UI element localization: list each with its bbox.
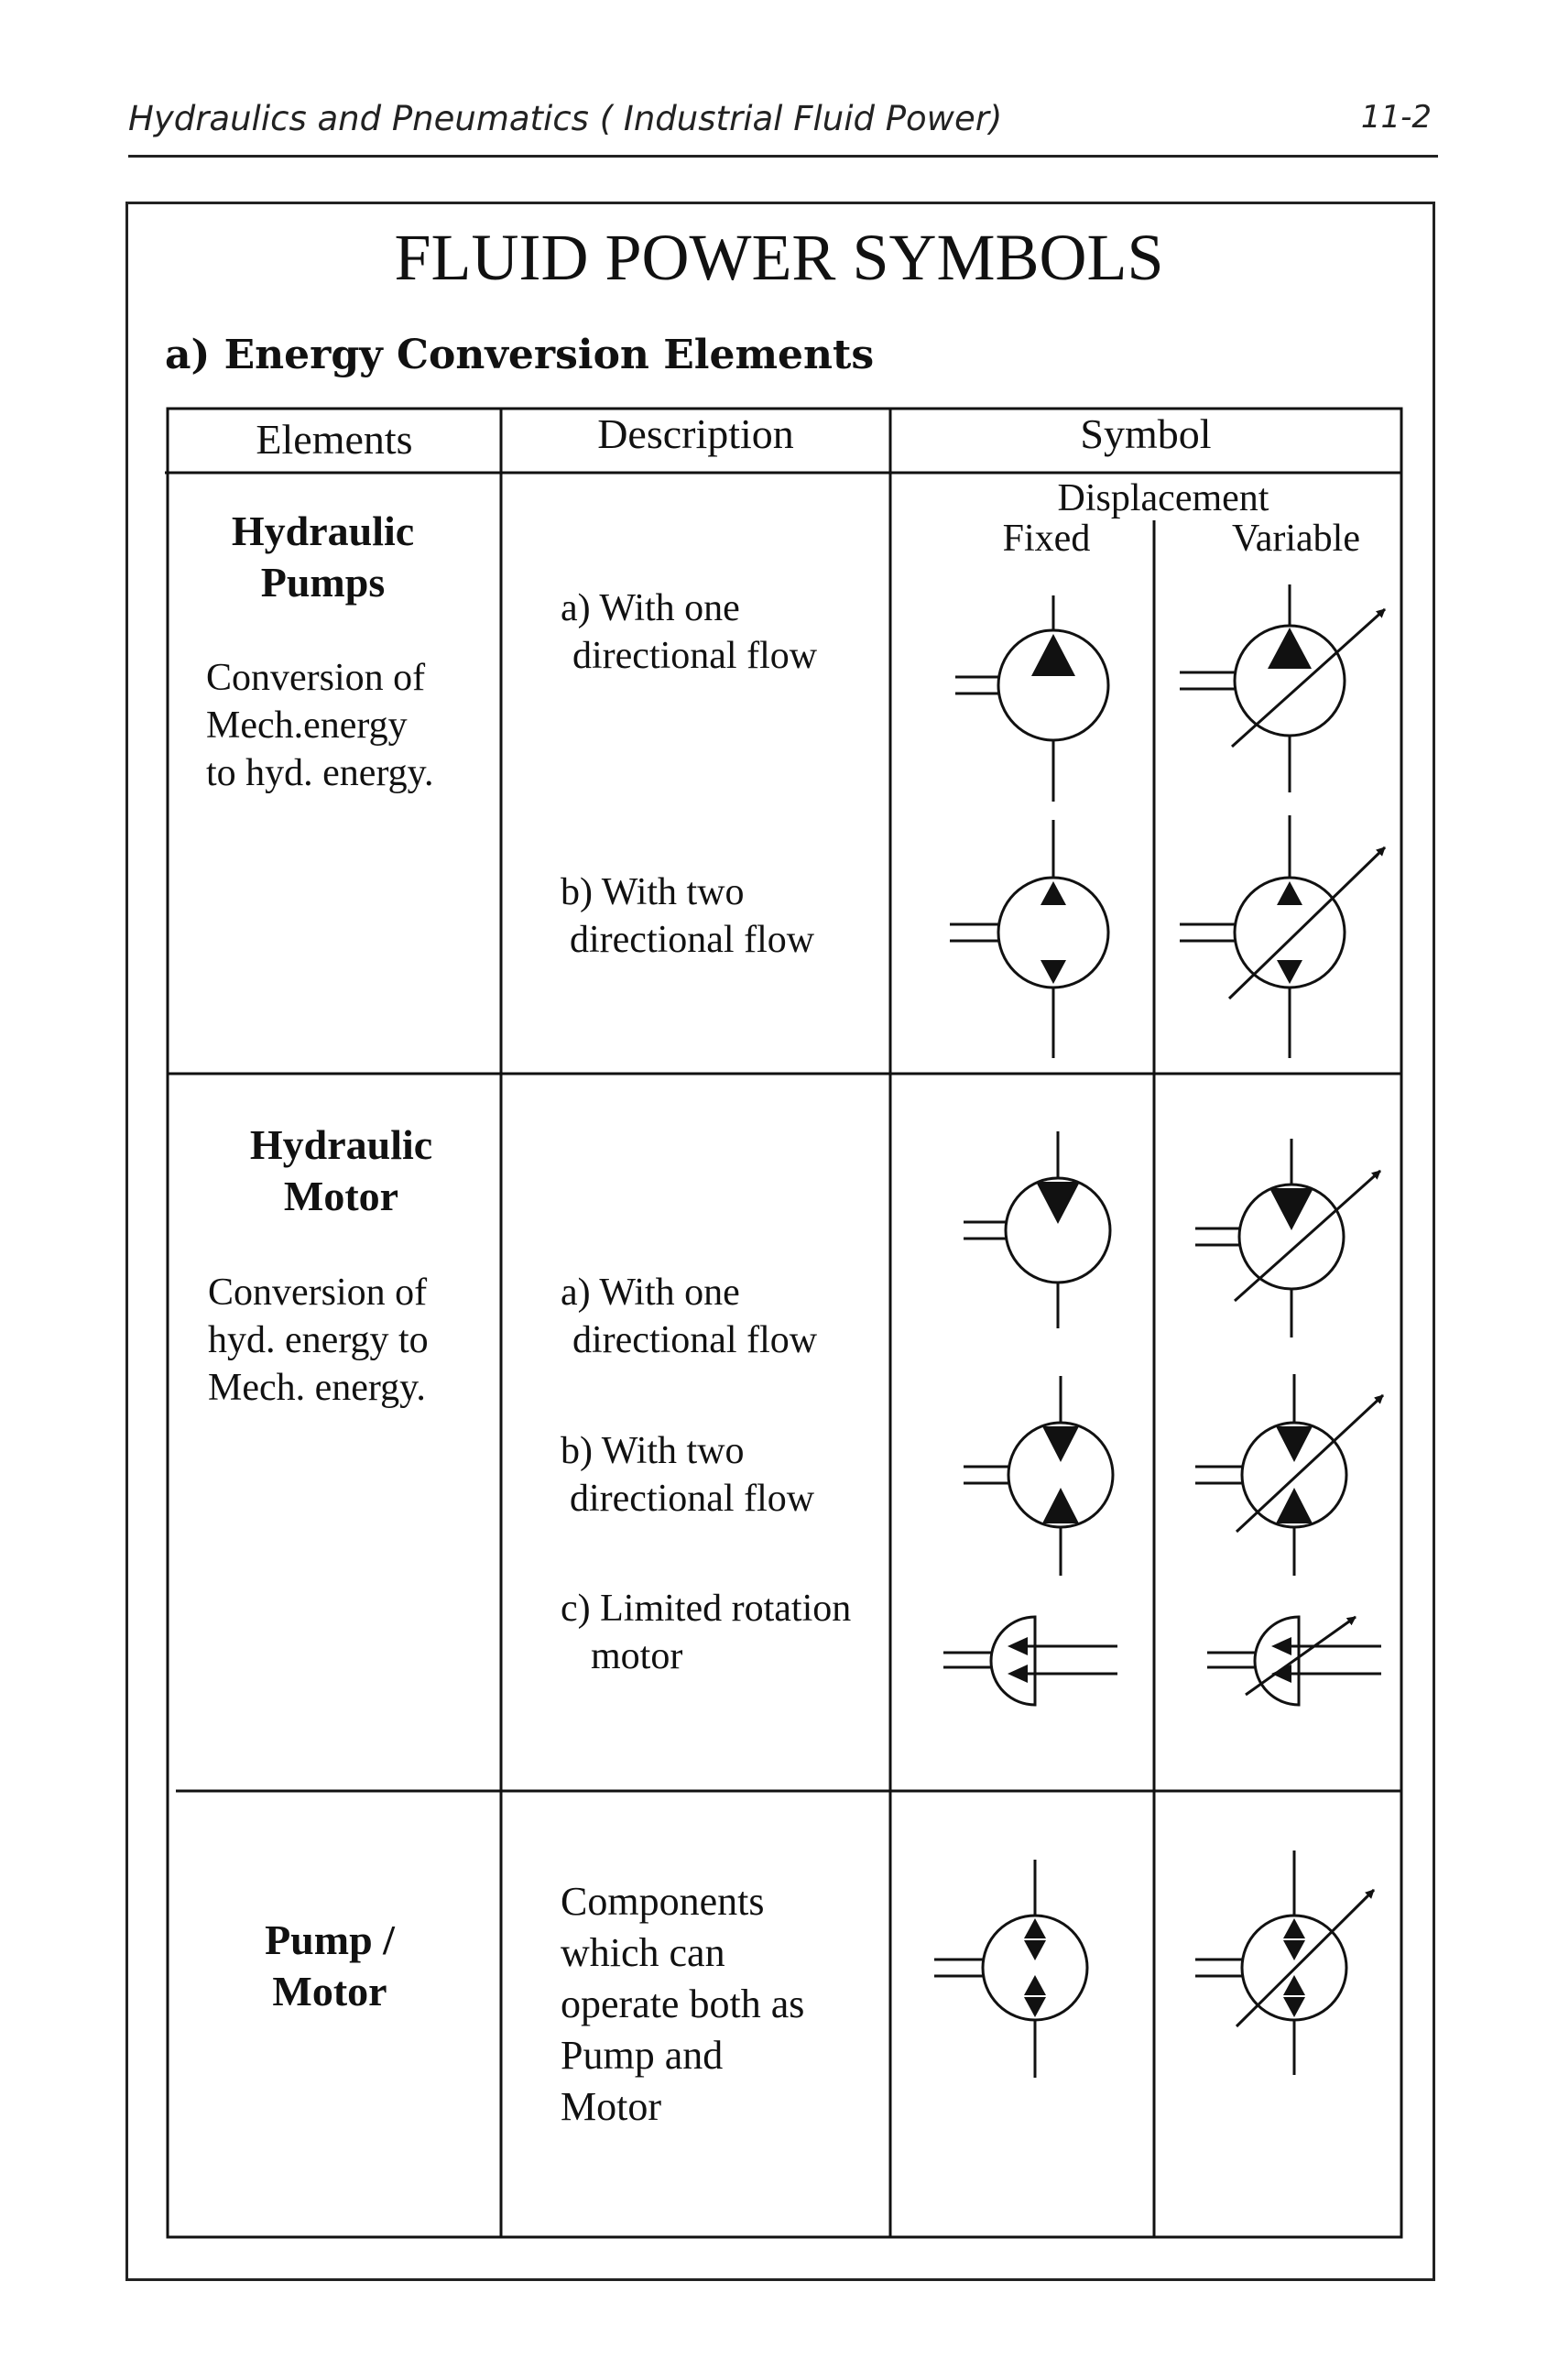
pumps-item-a-line2: directional flow — [572, 635, 818, 677]
pump-fixed-one-direction-symbol — [955, 595, 1108, 802]
pump-motor-desc-line3: operate both as — [561, 1982, 805, 2026]
pumps-item-b-line2: directional flow — [570, 919, 815, 961]
element-hydraulic-pumps-line1: Hydraulic — [231, 508, 415, 554]
pump-motor-variable-symbol — [1195, 1851, 1374, 2075]
pump-fixed-two-direction-symbol — [950, 820, 1108, 1058]
motor-desc-line2: hyd. energy to — [208, 1319, 429, 1361]
element-hydraulic-motor-line2: Motor — [283, 1173, 399, 1219]
fixed-label: Fixed — [1002, 518, 1091, 560]
element-pump-motor-line2: Motor — [272, 1968, 387, 2014]
motor-item-b-line1: b) With two — [561, 1430, 745, 1472]
limited-rotation-motor-variable-symbol — [1207, 1617, 1381, 1705]
motor-item-a-line2: directional flow — [572, 1319, 818, 1361]
column-header-symbol: Symbol — [1080, 410, 1212, 457]
book-title: Hydraulics and Pneumatics ( Industrial Fluid Power) — [128, 99, 1003, 138]
motor-variable-two-direction-symbol — [1195, 1374, 1383, 1576]
motor-item-c-line1: c) Limited rotation — [561, 1588, 852, 1630]
element-hydraulic-pumps-line2: Pumps — [260, 559, 386, 606]
column-header-description: Description — [597, 410, 794, 457]
motor-item-a-line1: a) With one — [561, 1272, 740, 1314]
pump-variable-one-direction-symbol — [1180, 584, 1385, 792]
motor-fixed-one-direction-symbol — [964, 1131, 1110, 1328]
element-hydraulic-motor-line1: Hydraulic — [249, 1121, 433, 1168]
pump-motor-desc-line5: Motor — [561, 2084, 661, 2129]
pump-motor-desc-line2: which can — [561, 1930, 725, 1975]
pump-motor-fixed-symbol — [934, 1860, 1087, 2078]
limited-rotation-motor-fixed-symbol — [943, 1617, 1117, 1705]
pumps-item-a-line1: a) With one — [561, 587, 740, 629]
variable-label: Variable — [1232, 518, 1360, 560]
pumps-desc-line1: Conversion of — [206, 657, 426, 699]
motor-desc-line3: Mech. energy. — [208, 1367, 426, 1409]
pump-variable-two-direction-symbol — [1180, 815, 1385, 1058]
page-number: 11-2 — [1360, 99, 1432, 136]
main-title: FLUID POWER SYMBOLS — [394, 221, 1164, 294]
pumps-item-b-line1: b) With two — [561, 871, 745, 913]
pump-motor-desc-line1: Components — [561, 1879, 765, 1924]
motor-desc-line1: Conversion of — [208, 1272, 428, 1314]
section-title: a) Energy Conversion Elements — [165, 332, 875, 378]
element-pump-motor-line1: Pump / — [265, 1916, 395, 1963]
motor-fixed-two-direction-symbol — [964, 1376, 1113, 1576]
pumps-desc-line2: Mech.energy — [206, 704, 408, 747]
motor-item-b-line2: directional flow — [570, 1478, 815, 1520]
column-header-elements: Elements — [256, 416, 413, 463]
motor-variable-one-direction-symbol — [1195, 1139, 1380, 1337]
pumps-desc-line3: to hyd. energy. — [206, 752, 434, 794]
displacement-label: Displacement — [1057, 477, 1269, 519]
pump-motor-desc-line4: Pump and — [561, 2033, 724, 2078]
motor-item-c-line2: motor — [591, 1635, 683, 1677]
